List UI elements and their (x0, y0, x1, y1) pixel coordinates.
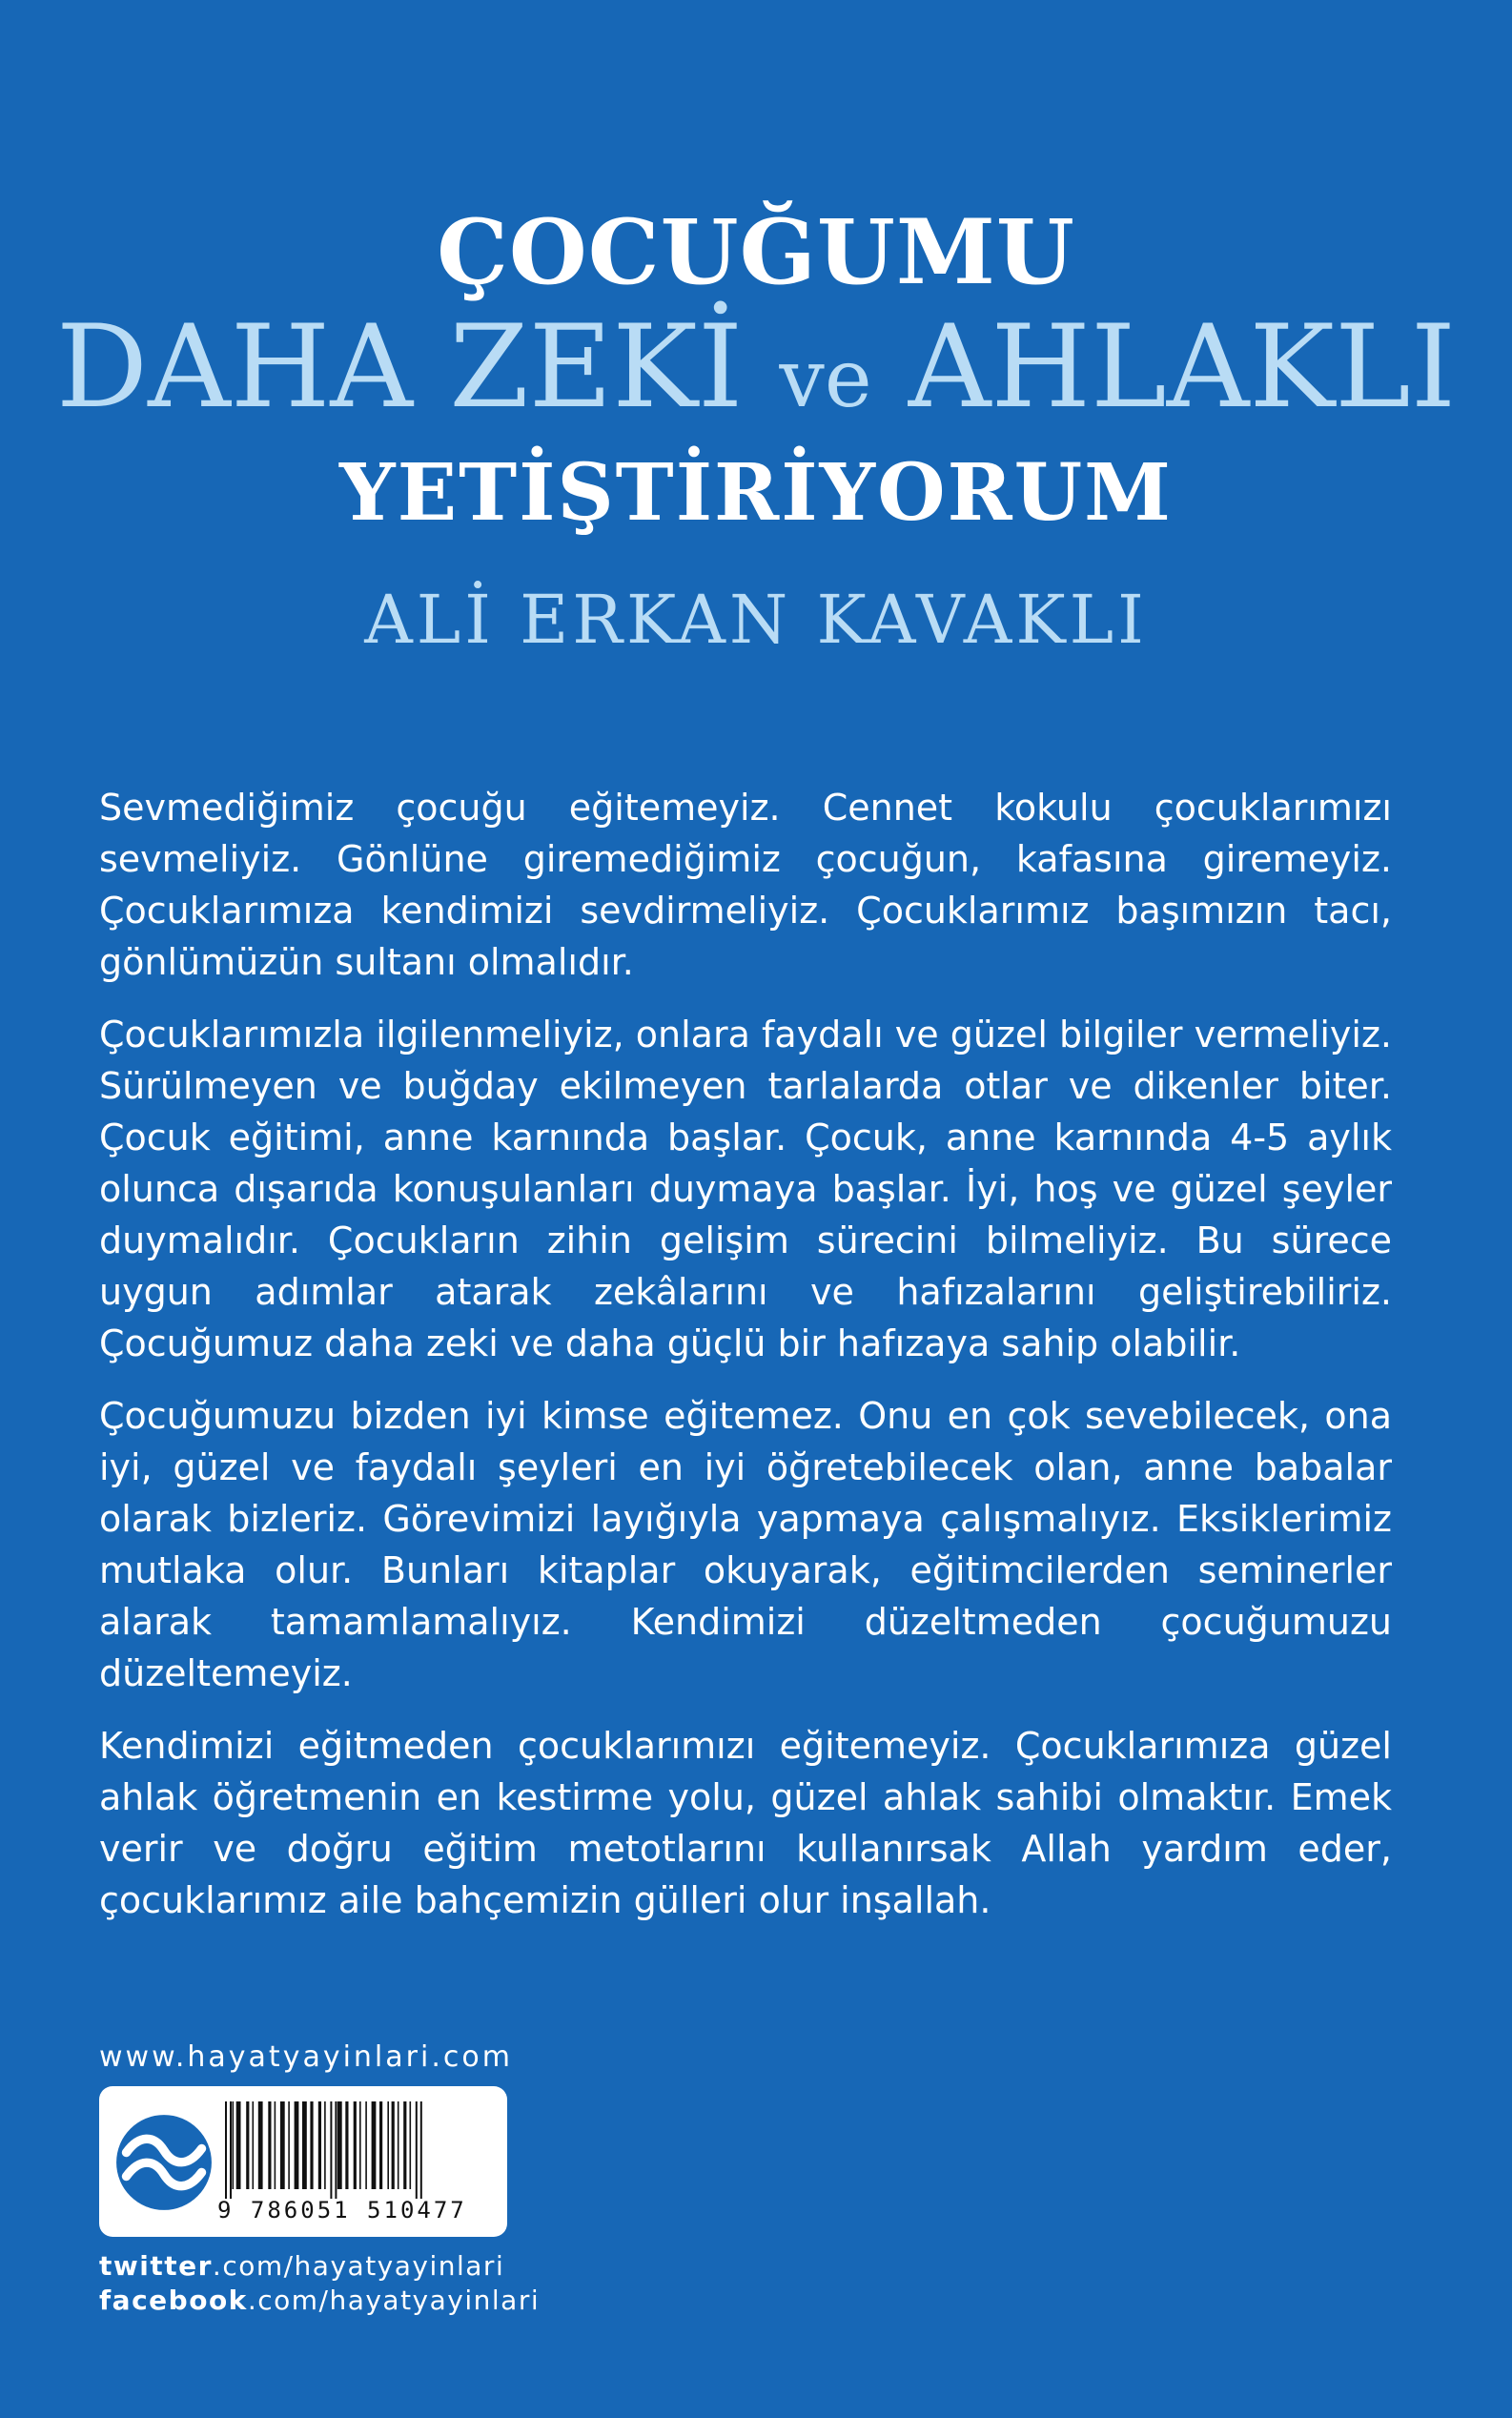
publisher-website[interactable]: www.hayatyayinlari.com (99, 2040, 513, 2074)
isbn-number: 9 786051 510477 (217, 2197, 467, 2223)
title-line-2 (0, 301, 1512, 445)
title-block (0, 200, 1512, 663)
isbn-barcode (223, 2101, 494, 2199)
twitter-path: .com/hayatyayinlari (212, 2250, 505, 2282)
title-line-2-part-1: DAHA ZEKİ (55, 301, 780, 434)
blurb-paragraph-4: Kendimizi eğitmeden çocuklarımızı eğitemeyiz. Çocuklarımıza güzel ahlak öğretmenin en kestirme yolu, güzel ahlak sahibi olmaktır. Emek verir ve doğru eğitim metotlarını kullanırsak Allah yardım eder, çocuklarımız aile bahçemizin gülleri olur inşallah. (99, 1725, 1392, 1921)
twitter-brand: twitter (99, 2250, 213, 2282)
barcode-panel (99, 2086, 507, 2237)
blurb-text (99, 782, 1392, 1947)
facebook-path: .com/hayatyayinlari (247, 2285, 541, 2316)
author-name: ALİ ERKAN KAVAKLI (364, 581, 1148, 659)
title-line-2-connector: ve (779, 332, 872, 425)
title-line-3: YETİŞTİRİYORUM (339, 447, 1173, 539)
blurb-paragraph-1: Sevmediğimiz çocuğu eğitemeyiz. Cennet kokulu çocuklarımızı sevmeliyiz. Gönlüne giremediğimiz çocuğun, kafasına giremeyiz. Çocuklarımıza kendimizi sevdirmeliyiz. Çocuklarımız başımızın tacı, gönlümüzün sultanı olmalıdır. (99, 787, 1392, 983)
blurb-paragraph-3: Çocuğumuzu bizden iyi kimse eğitemez. Onu en çok sevebilecek, ona iyi, güzel ve faydalı şeyleri en iyi öğretebilecek olan, anne babalar olarak bizleriz. Görevimizi layığıyla yapmaya çalışmalıyız. Eksiklerimiz mutlaka olur. Bunları kitaplar okuyarak, eğitimcilerden seminerler alarak tamamlamalıyız. Kendimizi düzeltmeden çocuğumuzu düzeltemeyiz. (99, 1395, 1392, 1694)
publisher-logo-icon (114, 2113, 214, 2212)
blurb-paragraph-2: Çocuklarımızla ilgilenmeliyiz, onlara faydalı ve güzel bilgiler vermeliyiz. Sürülmeyen ve buğday ekilmeyen tarlalarda otlar ve dikenler biter. Çocuk eğitimi, anne karnında başlar. Çocuk, anne karnında 4-5 aylık olunca dışarıda konuşulanları duymaya başlar. İyi, hoş ve güzel şeyler duymalıdır. Çocukların zihin gelişim sürecini bilmeliyiz. Bu sürece uygun adımlar atarak zekâlarını ve hafızalarını geliştirebiliriz. Çocuğumuz daha zeki ve daha güçlü bir hafızaya sahip olabilir. (99, 1014, 1392, 1364)
title-line-1: ÇOCUĞUMU (437, 200, 1075, 305)
twitter-link[interactable] (99, 2250, 504, 2282)
facebook-brand: facebook (99, 2285, 248, 2316)
facebook-link[interactable] (99, 2285, 540, 2316)
title-line-2-part-3: AHLAKLI (871, 301, 1457, 434)
